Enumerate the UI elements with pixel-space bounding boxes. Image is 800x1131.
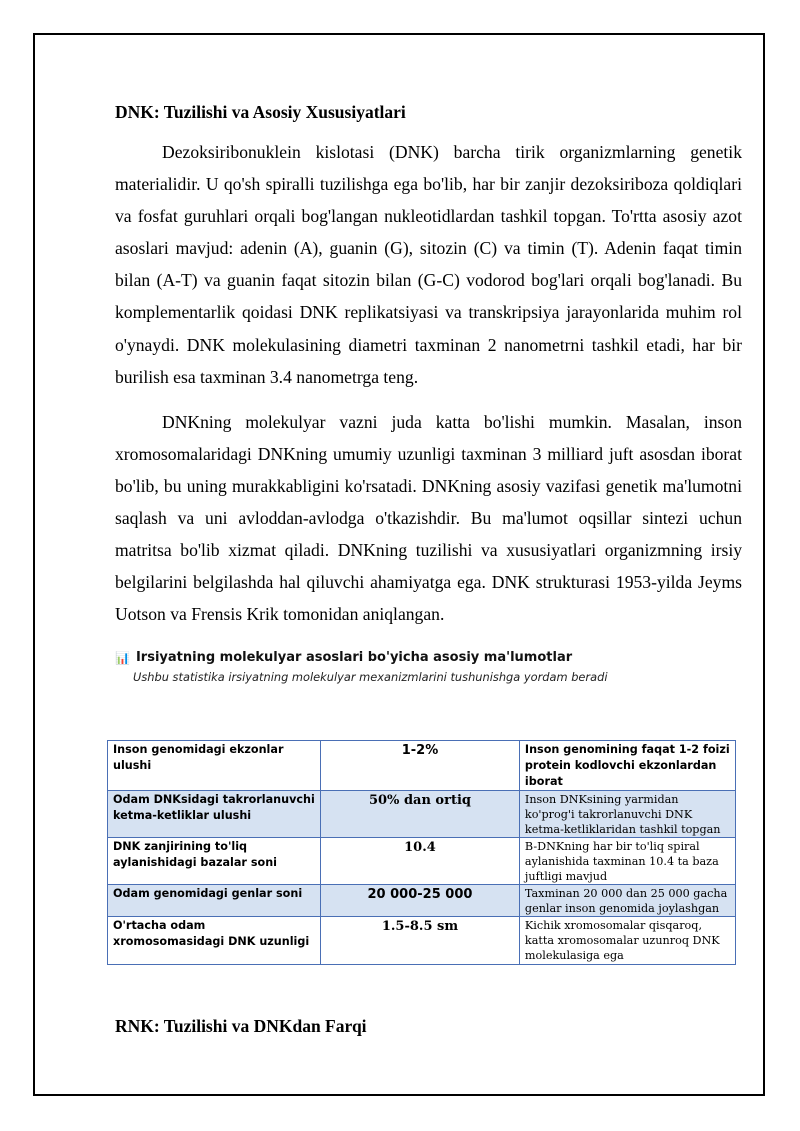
row-value: 1.5-8.5 sm	[321, 917, 520, 965]
row-label: Inson genomidagi ekzonlar ulushi	[108, 741, 321, 791]
row-note: Taxminan 20 000 dan 25 000 gacha genlar inson genomida joylashgan	[519, 885, 735, 917]
paragraph-dnk-function: DNKning molekulyar vazni juda katta bo'lishi mumkin. Masalan, inson xromosomalaridagi DNKning umumiy uzunligi taxminan 3 milliard juft asosdan iborat bo'lib, bu uning murakkabligini ko'rsatadi. DNKning asosiy vazifasi genetik ma'lumotni saqlash va uni avloddan-avlodga o'tkazishdir. Bu ma'lumot oqsillar sintezi uchun matritsa bo'lib xizmat qiladi. DNKning tuzilishi va xususiyatlari organizmning irsiy belgilarini belgilashda hal qiluvchi ahamiyatga ega. DNK strukturasi 1953-yilda Jeyms Uotson va Frensis Krik tomonidan aniqlangan.	[115, 411, 742, 625]
row-note: Inson genomining faqat 1-2 foizi protein kodlovchi ekzonlardan iborat	[519, 741, 735, 791]
row-note: Inson DNKsining yarmidan ko'prog'i takrorlanuvchi DNK ketma-ketliklaridan tashkil topgan	[519, 791, 735, 838]
table-row	[108, 917, 736, 965]
document-body	[115, 96, 742, 684]
row-value: 10.4	[321, 838, 520, 885]
section-heading-dnk: DNK: Tuzilishi va Asosiy Xususiyatlari	[115, 102, 406, 122]
row-note: B-DNKning har bir to'liq spiral aylanishida taxminan 10.4 ta baza juftligi mavjud	[519, 838, 735, 885]
stats-table	[107, 740, 736, 965]
row-label: Odam genomidagi genlar soni	[108, 885, 321, 917]
row-value: 1-2%	[321, 741, 520, 791]
table-row	[108, 885, 736, 917]
row-note: Kichik xromosomalar qisqaroq, katta xromosomalar uzunroq DNK molekulasiga ega	[519, 917, 735, 965]
row-label: O'rtacha odam xromosomasidagi DNK uzunligi	[108, 917, 321, 965]
stats-table-subtitle: Ushbu statistika irsiyatning molekulyar mexanizmlarini tushunishga yordam beradi	[133, 670, 608, 685]
paragraph-dnk-structure: Dezoksiribonuklein kislotasi (DNK) barcha tirik organizmlarning genetik materialidir. U qo'sh spiralli tuzilishga ega bo'lib, har bir zanjir dezoksiriboza qoldiqlari va fosfat guruhlari orqali bog'langan nukleotidlardan tashkil topgan. To'rtta asosiy azot asoslari mavjud: adenin (A), guanin (G), sitozin (C) va timin (T). Adenin faqat timin bilan (A-T) va guanin faqat sitozin bilan (G-C) vodorod bog'lari orqali bog'lanadi. Bu komplementarlik qoidasi DNK replikatsiyasi va transkripsiya jarayonlarida muhim rol o'ynaydi. DNK molekulasining diametri taxminan 2 nanometrni tashkil etadi, har bir burilish esa taxminan 3.4 nanometrga teng.	[115, 142, 742, 387]
table-row	[108, 741, 736, 791]
bar-chart-icon: 📊	[115, 650, 130, 665]
table-row	[108, 791, 736, 838]
row-value: 20 000-25 000	[321, 885, 520, 917]
section-heading-rnk: RNK: Tuzilishi va DNKdan Farqi	[115, 1016, 367, 1036]
stats-table-title	[115, 650, 742, 665]
table-row	[108, 838, 736, 885]
row-value: 50% dan ortiq	[321, 791, 520, 838]
stats-title-text: Irsiyatning molekulyar asoslari bo'yicha asosiy ma'lumotlar	[135, 650, 573, 666]
row-label: Odam DNKsidagi takrorlanuvchi ketma-ketliklar ulushi	[108, 791, 321, 838]
row-label: DNK zanjirining to'liq aylanishidagi bazalar soni	[108, 838, 321, 885]
